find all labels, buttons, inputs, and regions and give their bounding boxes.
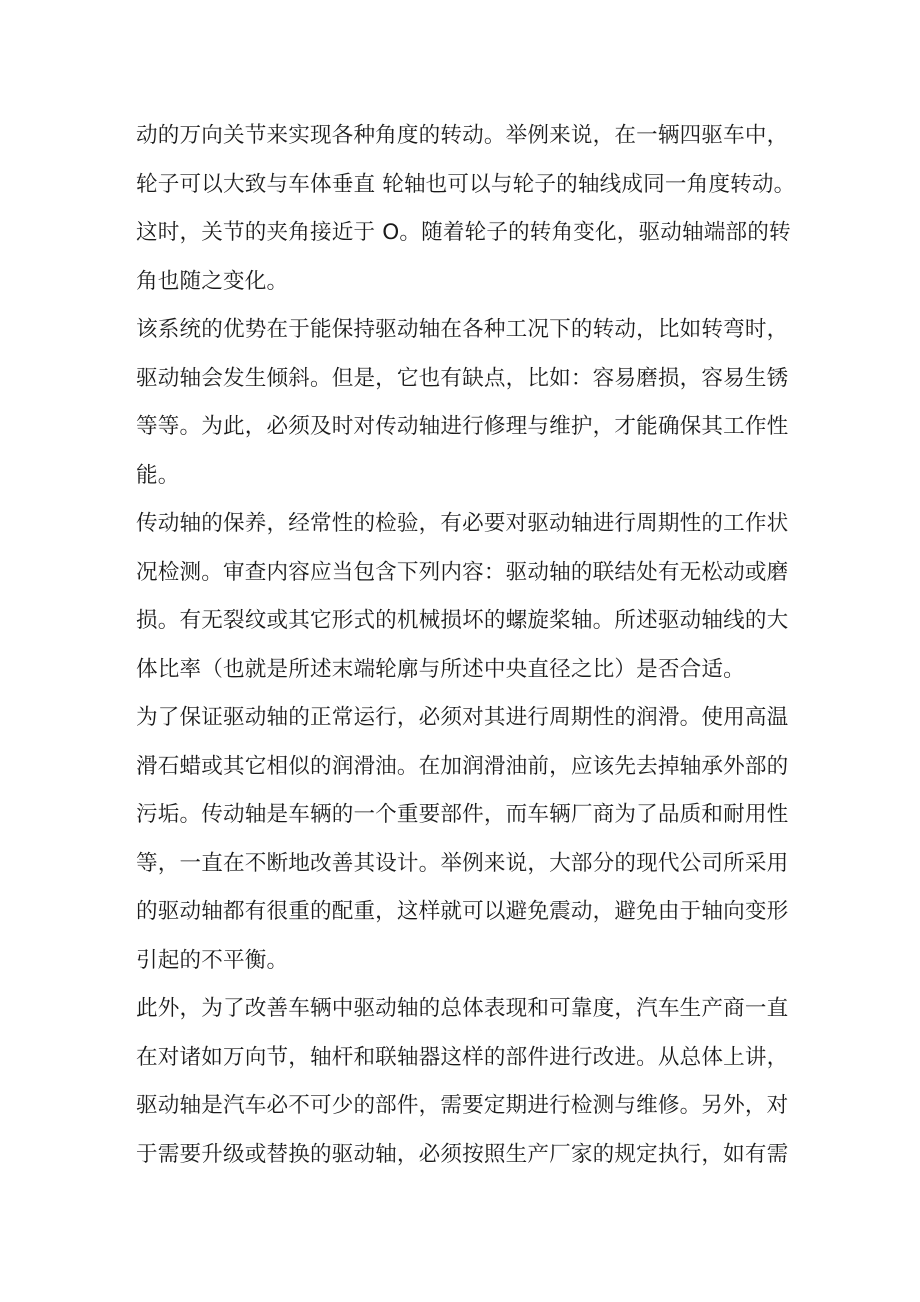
text-line: 等，一直在不断地改善其设计。举例来说，大部分的现代公司所采用 bbox=[136, 850, 789, 876]
paragraph-5 bbox=[136, 985, 796, 1179]
text-line: 引起的不平衡。 bbox=[136, 947, 289, 973]
text-line: 能。 bbox=[136, 462, 180, 488]
text-line: 这时，关节的夹角接近于 O。随着轮子的转角变化，驱动轴端部的转 bbox=[136, 220, 791, 245]
text-line: 该系统的优势在于能保持驱动轴在各种工况下的转动，比如转弯时， bbox=[136, 317, 789, 342]
text-line: 等等。为此，必须及时对传动轴进行修理与维护，才能确保其工作性 bbox=[136, 414, 789, 439]
paragraph-4 bbox=[136, 694, 796, 985]
text-line: 传动轴的保养，经常性的检验，有必要对驱动轴进行周期性的工作状 bbox=[136, 511, 789, 536]
text-line: 在对诸如万向节，轴杆和联轴器这样的部件进行改进。从总体上讲， bbox=[136, 1044, 789, 1070]
text-line: 角也随之变化。 bbox=[136, 268, 289, 294]
document-body bbox=[136, 112, 796, 1179]
paragraph-3 bbox=[136, 500, 796, 694]
text-line: 此外，为了改善车辆中驱动轴的总体表现和可靠度，汽车生产商一直 bbox=[136, 996, 789, 1021]
text-line: 滑石蜡或其它相似的润滑油。在加润滑油前，应该先去掉轴承外部的 bbox=[136, 753, 789, 779]
paragraph-2 bbox=[136, 306, 796, 500]
paragraph-1 bbox=[136, 112, 796, 306]
text-line: 体比率（也就是所述末端轮廓与所述中央直径之比）是否合适。 bbox=[136, 656, 745, 682]
text-line: 损。有无裂纹或其它形式的机械损坏的螺旋桨轴。所述驱动轴线的大 bbox=[136, 608, 789, 633]
text-line: 驱动轴是汽车必不可少的部件，需要定期进行检测与维修。另外，对 bbox=[136, 1093, 789, 1118]
text-line: 的驱动轴都有很重的配重，这样就可以避免震动，避免由于轴向变形 bbox=[136, 899, 789, 924]
text-line: 污垢。传动轴是车辆的一个重要部件，而车辆厂商为了品质和耐用性 bbox=[136, 802, 789, 827]
text-line: 为了保证驱动轴的正常运行，必须对其进行周期性的润滑。使用高温 bbox=[136, 705, 789, 730]
text-line: 驱动轴会发生倾斜。但是，它也有缺点，比如：容易磨损，容易生锈 bbox=[136, 365, 789, 391]
text-line: 况检测。审查内容应当包含下列内容：驱动轴的联结处有无松动或磨 bbox=[136, 559, 789, 585]
text-line: 轮子可以大致与车体垂直 轮轴也可以与轮子的轴线成同一角度转动。 bbox=[136, 171, 796, 197]
text-line: 动的万向关节来实现各种角度的转动。举例来说，在一辆四驱车中， bbox=[136, 123, 789, 148]
text-line: 于需要升级或替换的驱动轴，必须按照生产厂家的规定执行，如有需 bbox=[136, 1141, 789, 1167]
